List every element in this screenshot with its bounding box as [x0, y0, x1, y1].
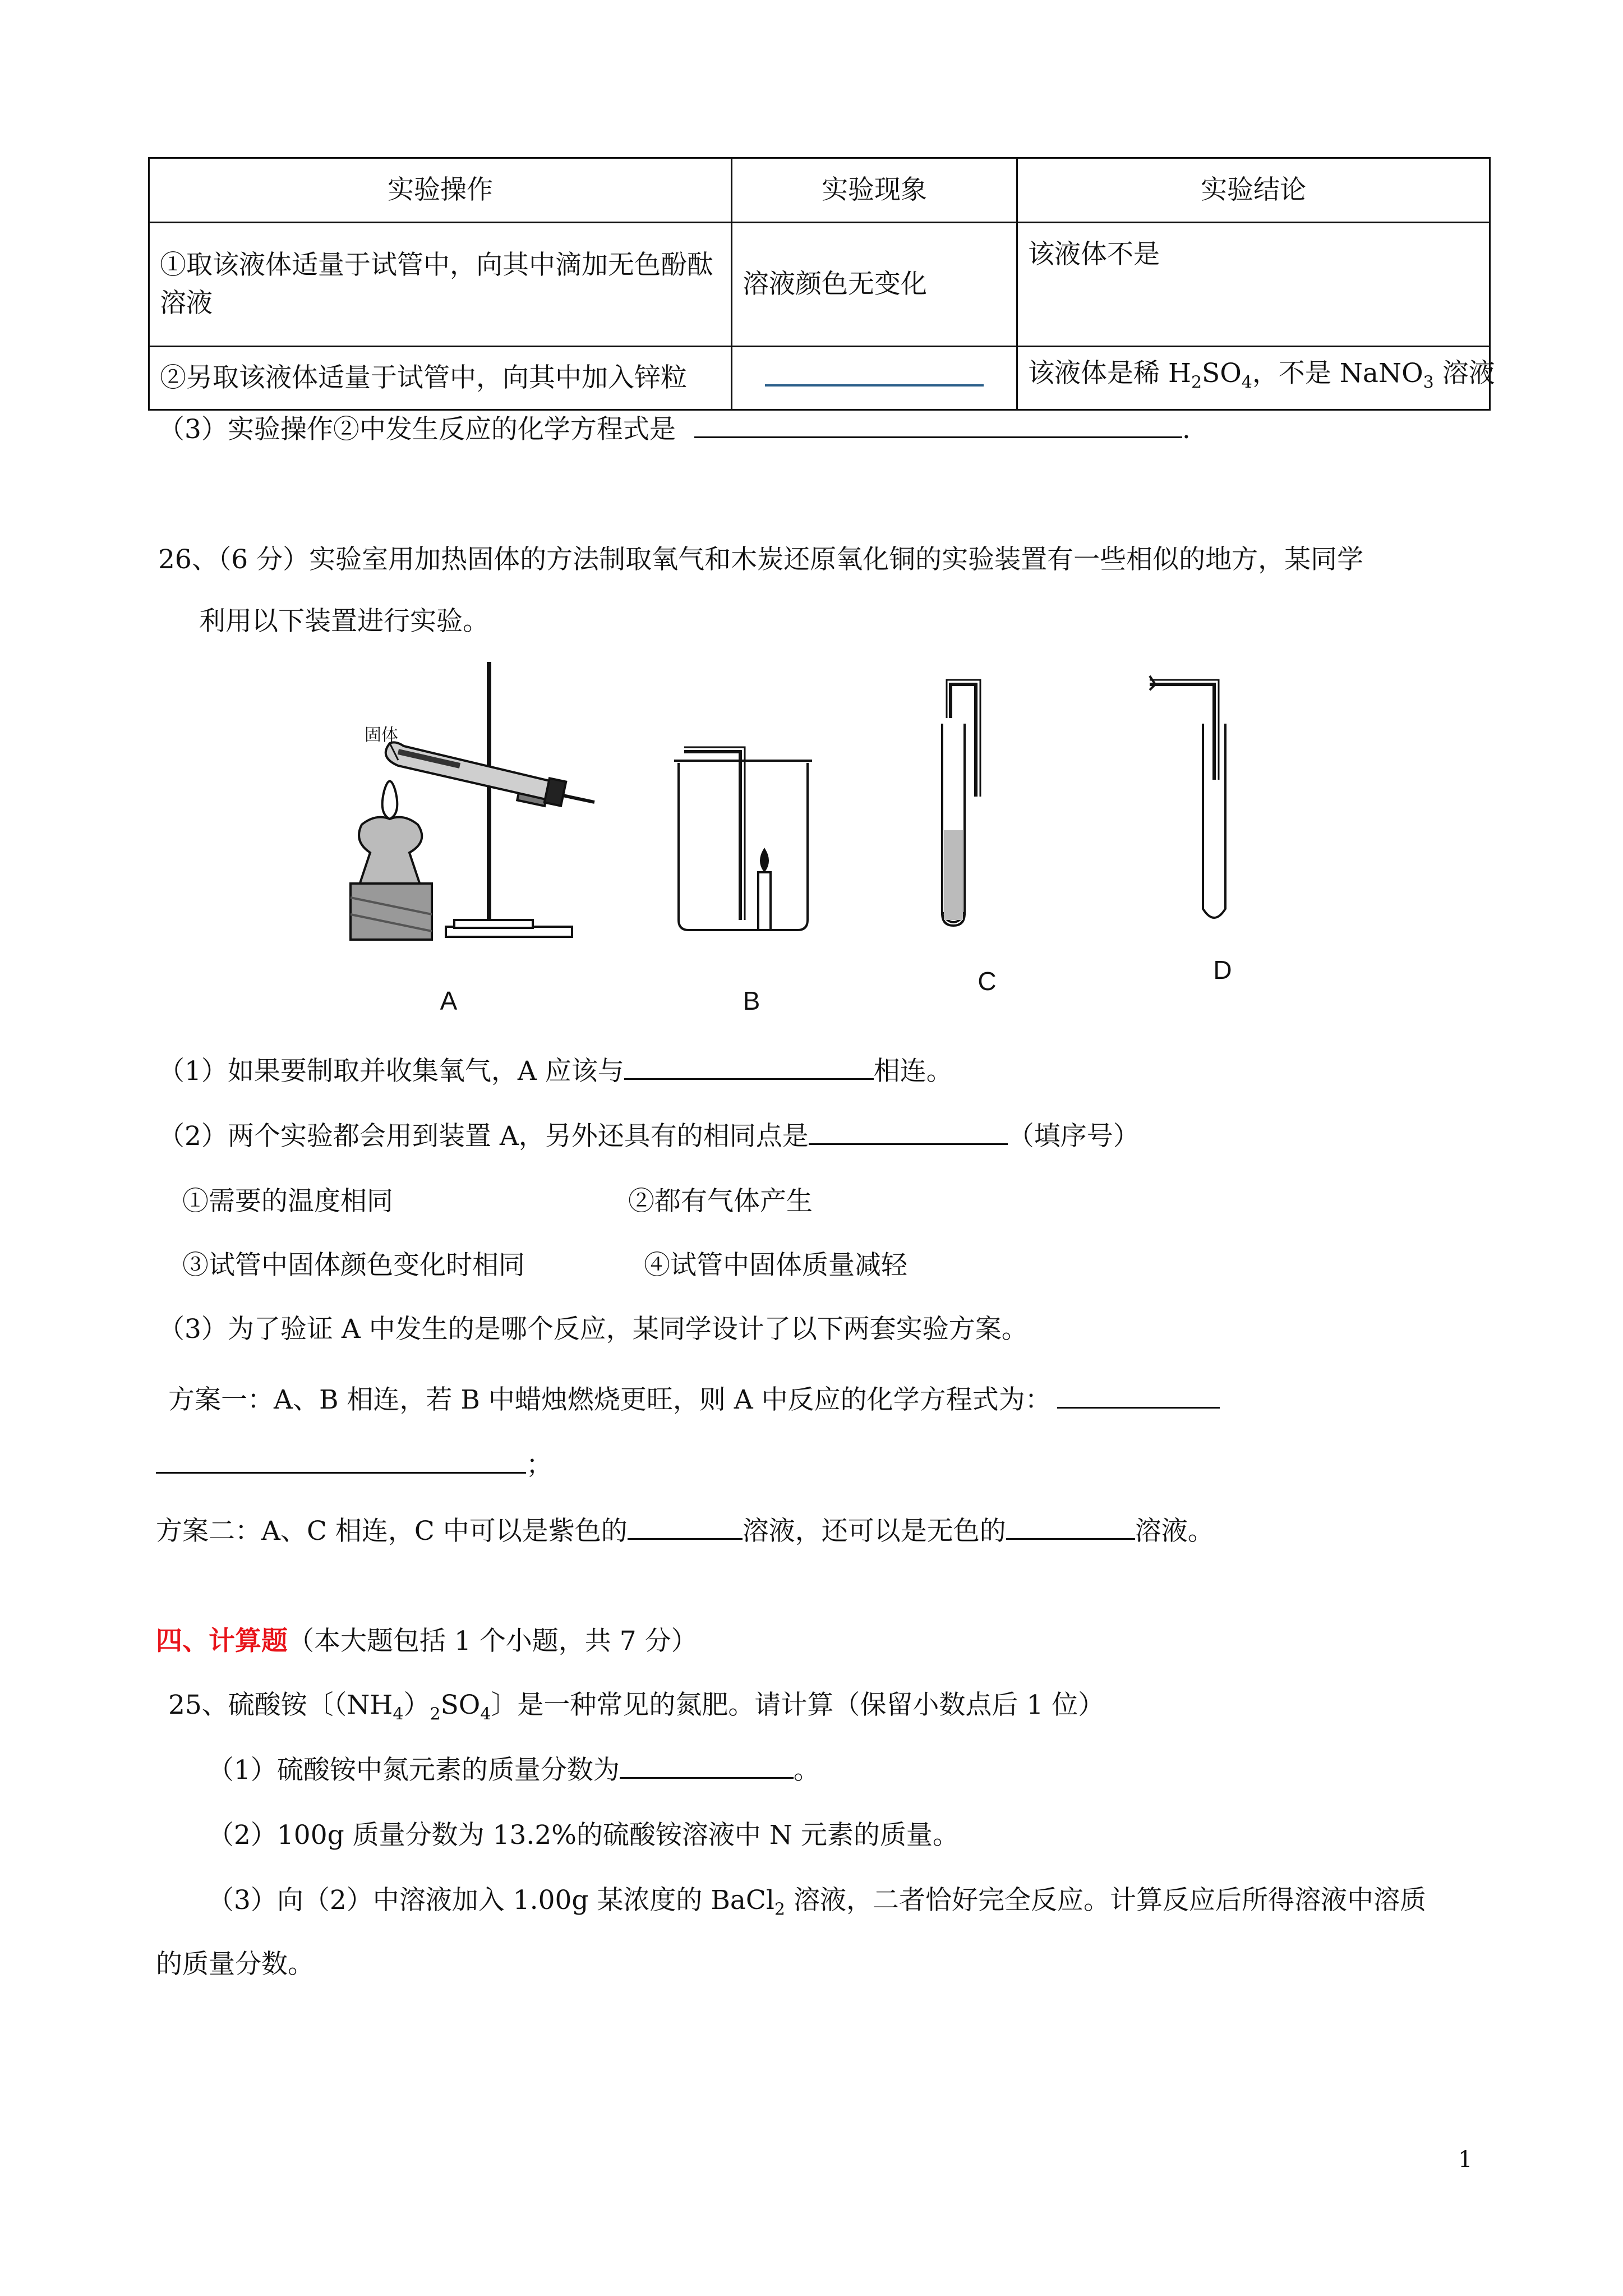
row1-conclusion: 该液体不是: [1017, 223, 1490, 347]
row1-operation: ①取该液体适量于试管中，向其中滴加无色酚酞溶液: [149, 223, 732, 347]
answer-blank[interactable]: [694, 436, 1182, 438]
plan1: 方案一：A、B 相连，若 B 中蜡烛燃烧更旺，则 A 中反应的化学方程式为：: [168, 1383, 1220, 1417]
solid-label: 固体: [365, 725, 398, 745]
experiment-table: [148, 157, 1495, 411]
apparatus-d: [1150, 676, 1225, 918]
option-1: ①需要的温度相同: [182, 1186, 393, 1217]
row1-phenomenon: 溶液颜色无变化: [732, 223, 1017, 347]
option-4: ④试管中固体质量减轻: [644, 1250, 907, 1281]
q26-intro-line1: 26、（6 分）实验室用加热固体的方法制取氧气和木炭还原氧化铜的实验装置有一些相似的地方，某同学: [158, 544, 1364, 575]
option-3: ③试管中固体颜色变化时相同: [182, 1250, 525, 1281]
label-c: C: [978, 967, 997, 996]
apparatus-figure: [336, 651, 1301, 1015]
answer-blank[interactable]: [809, 1143, 1008, 1145]
option-2: ②都有气体产生: [628, 1186, 813, 1217]
apparatus-c: [942, 680, 980, 926]
header-conclusion: 实验结论: [1017, 158, 1490, 223]
label-d: D: [1213, 955, 1232, 984]
apparatus-a: [351, 662, 594, 940]
answer-blank[interactable]: [624, 1078, 874, 1080]
q25-3-line: （3）实验操作②中发生反应的化学方程式是 .: [158, 414, 1191, 445]
table-header-row: [149, 158, 1490, 223]
q26-1: （1）如果要制取并收集氧气，A 应该与 相连。: [158, 1056, 953, 1087]
header-phenomenon: 实验现象: [732, 158, 1017, 223]
q26-intro-line2: 利用以下装置进行实验。: [199, 606, 489, 637]
header-operation: 实验操作: [149, 158, 732, 223]
q25-1: （1）硫酸铵中氮元素的质量分数为 。: [208, 1755, 820, 1786]
section4-title: 四、计算题: [156, 1626, 288, 1657]
q26-2: （2）两个实验都会用到装置 A，另外还具有的相同点是 （填序号）: [158, 1121, 1140, 1152]
page-number: 1: [1458, 2147, 1473, 2173]
answer-blank[interactable]: [156, 1471, 526, 1474]
table-row: [149, 223, 1490, 347]
answer-blank[interactable]: [1057, 1406, 1220, 1409]
table-row: [149, 347, 1490, 410]
row2-operation: ②另取该液体适量于试管中，向其中加入锌粒: [149, 347, 732, 410]
apparatus-b: [674, 747, 812, 930]
label-a: A: [440, 986, 458, 1015]
section4-heading: [156, 1625, 698, 1658]
row2-phenomenon-blank[interactable]: [732, 347, 1017, 410]
q25-3-line2: 的质量分数。: [156, 1949, 314, 1980]
answer-blank[interactable]: [628, 1538, 743, 1540]
answer-blank[interactable]: [620, 1777, 794, 1779]
q25-intro: 25、硫酸铵〔$(NH_4)_2SO_4$〕是一种常见的氮肥。请计算（保留小数点后 1 位）: [168, 1690, 1105, 1724]
label-b: B: [743, 986, 760, 1015]
answer-blank[interactable]: [1006, 1538, 1135, 1540]
q25-3: （3）向（2）中溶液加入 1.00g 某浓度的 BaCl$_2$ 溶液，二者恰好完全反应。计算反应后所得溶液中溶质: [208, 1885, 1426, 1920]
section4-note: （本大题包括 1 个小题，共 7 分）: [288, 1626, 698, 1657]
row2-conclusion: 该液体是稀 $H_2SO_4$，不是 NaNO$_3$ 溶液: [1017, 347, 1490, 410]
plan2: 方案二：A、C 相连，C 中可以是紫色的 溶液，还可以是无色的 溶液。: [156, 1516, 1214, 1547]
q26-3: （3）为了验证 A 中发生的是哪个反应，某同学设计了以下两套实验方案。: [158, 1314, 1028, 1345]
plan1-continued: ；: [156, 1448, 552, 1482]
q25-2: （2）100g 质量分数为 13.2%的硫酸铵溶液中 N 元素的质量。: [208, 1820, 959, 1851]
